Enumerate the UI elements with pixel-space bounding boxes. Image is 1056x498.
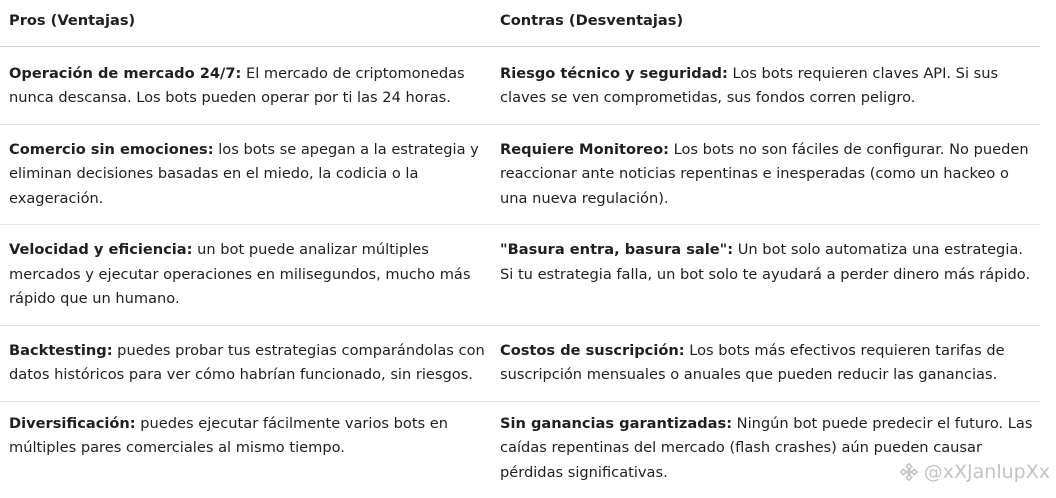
- con-title: Sin ganancias garantizadas:: [500, 414, 733, 432]
- pro-title: Velocidad y eficiencia:: [9, 241, 193, 258]
- watermark: [898, 461, 1050, 483]
- table-row: [0, 401, 1040, 498]
- con-text: Un bot solo automatiza una estrategia. Si tu estrategia falla, un bot solo te ayudará a perder dinero más rápido.: [500, 241, 1031, 283]
- pro-text: un bot puede analizar múltiples mercados y ejecutar operaciones en milisegundos, mucho más rápido que un humano.: [9, 241, 471, 307]
- pro-title: Diversificación:: [9, 414, 136, 432]
- con-cell: [491, 225, 1040, 326]
- pro-cell: [0, 325, 491, 401]
- pro-text: El mercado de criptomonedas nunca descansa. Los bots pueden operar por ti las 24 horas.: [9, 64, 465, 106]
- con-cell: [491, 46, 1040, 124]
- pro-title: Comercio sin emociones:: [9, 140, 214, 158]
- watermark-handle: @xXJanlupXx: [923, 461, 1050, 483]
- binance-logo-icon: [898, 461, 920, 483]
- pro-title: Backtesting:: [9, 341, 113, 359]
- con-title: Costos de suscripción:: [500, 341, 685, 359]
- con-title: "Basura entra, basura sale":: [500, 241, 734, 258]
- pro-text: puedes probar tus estrategias comparándolas con datos históricos para ver cómo habrían funcionado, sin riesgos.: [9, 341, 485, 383]
- header-pros: Pros (Ventajas): [0, 0, 491, 46]
- table-row: [0, 325, 1040, 401]
- con-cell: [491, 325, 1040, 401]
- pro-cell: [0, 46, 491, 124]
- con-cell: [491, 401, 1040, 498]
- con-text: Los bots más efectivos requieren tarifas de suscripción mensuales o anuales que pueden reducir las ganancias.: [500, 341, 1005, 383]
- con-text: Ningún bot puede predecir el futuro. Las caídas repentinas del mercado (flash crashes) aún pueden causar pérdidas significativas.: [500, 414, 1033, 481]
- con-text: Los bots no son fáciles de configurar. No pueden reaccionar ante noticias repentinas e inesperadas (como un hackeo o una nueva regulación).: [500, 140, 1029, 207]
- table-header-row: [0, 0, 1040, 46]
- pro-cell: [0, 225, 491, 326]
- con-text: Los bots requieren claves API. Si sus claves se ven comprometidas, sus fondos corren peligro.: [500, 64, 999, 106]
- table-row: [0, 124, 1040, 225]
- pro-title: Operación de mercado 24/7:: [9, 64, 242, 82]
- pro-text: puedes ejecutar fácilmente varios bots en múltiples pares comerciales al mismo tiempo.: [9, 414, 449, 456]
- table-row: [0, 225, 1040, 326]
- header-cons: Contras (Desventajas): [491, 0, 1040, 46]
- pro-cell: [0, 124, 491, 225]
- pro-text: los bots se apegan a la estrategia y eliminan decisiones basadas en el miedo, la codicia o la exageración.: [9, 140, 479, 207]
- con-title: Requiere Monitoreo:: [500, 140, 669, 158]
- con-cell: [491, 124, 1040, 225]
- con-title: Riesgo técnico y seguridad:: [500, 64, 728, 82]
- table-row: [0, 46, 1040, 124]
- pro-cell: [0, 401, 491, 498]
